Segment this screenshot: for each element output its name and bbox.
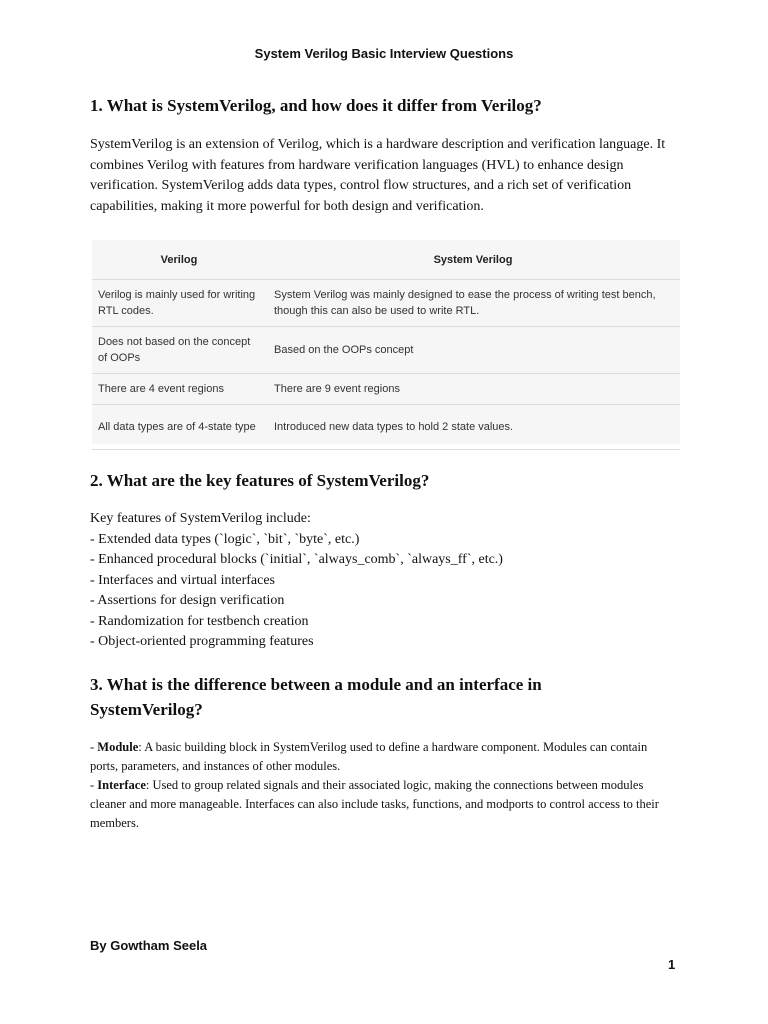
question-1-heading bbox=[90, 93, 678, 118]
question-1-title: 1. What is SystemVerilog, and how does it differ from Verilog? bbox=[90, 96, 542, 115]
list-item: - Interfaces and virtual interfaces bbox=[90, 572, 276, 588]
table-row bbox=[92, 405, 680, 450]
question-3-answer bbox=[90, 738, 678, 833]
table-cell: Introduced new data types to hold 2 state values. bbox=[266, 405, 680, 450]
question-1-answer bbox=[90, 135, 678, 217]
table-header-verilog: Verilog bbox=[92, 240, 266, 280]
module-term: Module bbox=[97, 740, 139, 754]
question-3-heading bbox=[90, 672, 678, 722]
question-2-title: 2. What are the key features of SystemVerilog? bbox=[90, 471, 430, 490]
list-item: - Assertions for design verification bbox=[90, 593, 285, 608]
interface-text: : Used to group related signals and their associated logic, making the connections between modules cleaner and more manageable. Interfaces can also include tasks, functions, and modports to control access to their members. bbox=[90, 778, 659, 830]
module-text: : A basic building block in SystemVerilog used to define a hardware component. Modules can contain ports, parameters, and instances of other modules. bbox=[90, 740, 648, 773]
question-3-title: 3. What is the difference between a module and an interface in SystemVerilog? bbox=[90, 675, 542, 719]
comparison-table bbox=[92, 240, 680, 444]
list-item: - Object-oriented programming features bbox=[90, 634, 314, 649]
question-2-answer bbox=[90, 509, 678, 653]
module-prefix: - bbox=[90, 740, 98, 754]
question-1-paragraph: SystemVerilog is an extension of Verilog, which is a hardware description and verification language. It combines Verilog with features from hardware verification languages (HVL) to enhance design verification. SystemVerilog adds data types, control flow structures, and a rich set of verification capabilities, making it more powerful for both design and verification. bbox=[90, 137, 666, 214]
table-cell: There are 4 event regions bbox=[92, 374, 266, 405]
author-credit: By Gowtham Seela bbox=[90, 938, 208, 953]
table-header-row bbox=[92, 240, 680, 280]
interface-definition bbox=[90, 776, 678, 833]
feature-intro: Key features of SystemVerilog include: bbox=[90, 511, 311, 526]
table-cell: Does not based on the concept of OOPs bbox=[92, 327, 266, 374]
list-item: - Enhanced procedural blocks (`initial`, `always_comb`, `always_ff`, etc.) bbox=[90, 552, 503, 567]
table-header-systemverilog: System Verilog bbox=[266, 240, 680, 280]
list-item: - Extended data types (`logic`, `bit`, `byte`, etc.) bbox=[90, 531, 360, 547]
table-cell: All data types are of 4-state type bbox=[92, 405, 266, 450]
table-row bbox=[92, 374, 680, 405]
interface-term: Interface bbox=[97, 778, 146, 792]
table-row bbox=[92, 327, 680, 374]
interface-prefix: - bbox=[90, 778, 98, 792]
table-cell: There are 9 event regions bbox=[266, 374, 680, 405]
table-row bbox=[92, 280, 680, 327]
question-2-heading bbox=[90, 468, 678, 493]
page-number: 1 bbox=[668, 957, 676, 972]
page-title: System Verilog Basic Interview Questions bbox=[254, 46, 514, 61]
table-cell: Verilog is mainly used for writing RTL codes. bbox=[92, 280, 266, 327]
table-cell: System Verilog was mainly designed to ease the process of writing test bench, though this can also be used to write RTL. bbox=[266, 280, 680, 327]
list-item: - Randomization for testbench creation bbox=[90, 613, 309, 629]
table-cell: Based on the OOPs concept bbox=[266, 327, 680, 374]
module-definition bbox=[90, 738, 678, 776]
